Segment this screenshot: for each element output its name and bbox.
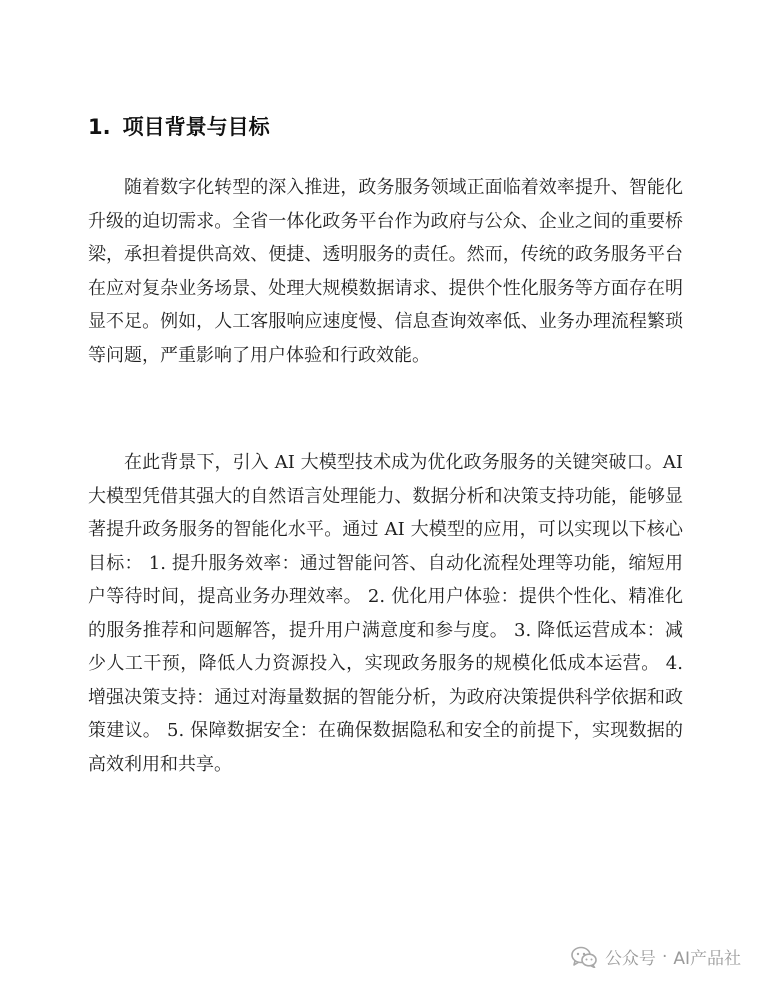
paragraph-background bbox=[88, 171, 683, 372]
section-title: 项目背景与目标 bbox=[122, 115, 270, 139]
wechat-icon bbox=[571, 946, 597, 968]
watermark-account: AI产品社 bbox=[673, 949, 741, 969]
paragraph-text: 在此背景下，引入 AI 大模型技术成为优化政务服务的关键突破口。AI 大模型凭借其强大的自然语言处理能力、数据分析和决策支持功能，能够显著提升政务服务的智能化水平。通过 AI 大模型的应用，可以实现以下核心目标： 1. 提升服务效率：通过智能问答、自动化流程处理等功能，缩短用户等待时间，提高业务办理效率。 2. 优化用户体验：提供个性化、精准化的服务推荐和问题解答，提升用户满意度和参与度。 3. 降低运营成本：减少人工干预，降低人力资源投入，实现政务服务的规模化低成本运营。 4. 增强决策支持：通过对海量数据的智能分析，为政府决策提供科学依据和政策建议。 5. 保障数据安全：在确保数据隐私和安全的前提下，实现数据的高效利用和共享。 bbox=[88, 452, 683, 775]
watermark bbox=[571, 944, 741, 969]
section-heading bbox=[88, 112, 270, 142]
paragraph-goals bbox=[88, 446, 683, 781]
watermark-separator: · bbox=[661, 946, 668, 967]
paragraph-text: 随着数字化转型的深入推进，政务服务领域正面临着效率提升、智能化升级的迫切需求。全省一体化政务平台作为政府与公众、企业之间的重要桥梁，承担着提供高效、便捷、透明服务的责任。然而，传统的政务服务平台在应对复杂业务场景、处理大规模数据请求、提供个性化服务等方面存在明显不足。例如，人工客服响应速度慢、信息查询效率低、业务办理流程繁琐等问题，严重影响了用户体验和行政效能。 bbox=[88, 177, 683, 366]
section-number: 1. bbox=[88, 115, 111, 139]
watermark-source: 公众号 bbox=[604, 949, 656, 969]
